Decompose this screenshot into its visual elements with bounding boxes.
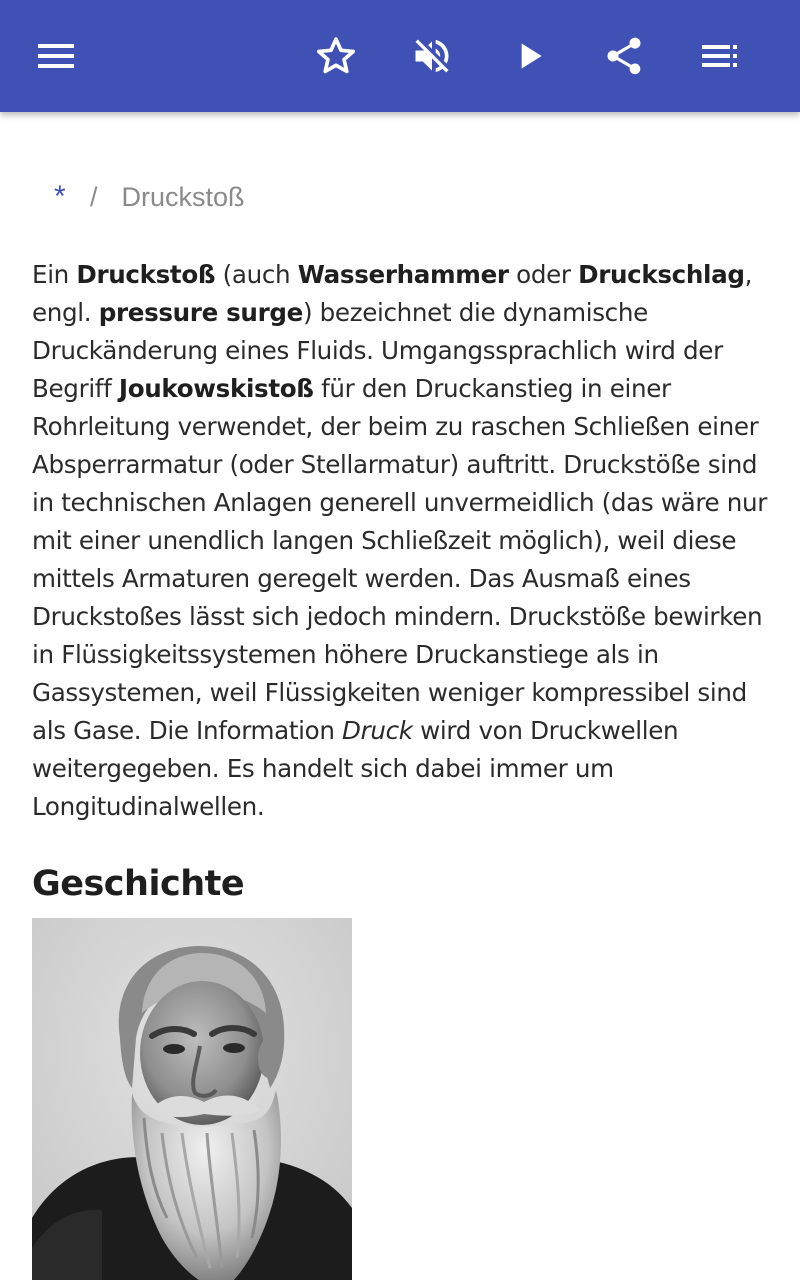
mute-button[interactable] bbox=[404, 28, 460, 84]
text-run: für den Druckanstieg in einer Rohrleitung verwendet, der beim zu raschen Schließen einer Absperrarmatur (oder Stellarmatur) auftritt. Druckstöße sind in technischen Anlagen generell unvermeidlich (das wäre nur mit einer unendlich langen Schließzeit möglich), weil diese mittels Armaturen geregelt werden. Das Ausmaß eines Druckstoßes lässt sich jedoch mindern. Druckstöße bewirken in Flüssigkeitssystemen höhere Druckanstiege als in Gassystemen, weil Flüssigkeiten weniger kompressibel sind als Gase. Die Information bbox=[32, 374, 768, 745]
bold-term: Wasserhammer bbox=[297, 260, 509, 289]
share-icon bbox=[602, 34, 646, 78]
top-app-bar bbox=[0, 0, 800, 112]
bold-term: Joukowskistoß bbox=[118, 374, 314, 403]
bold-term: pressure surge bbox=[98, 298, 303, 327]
breadcrumb-current: Druckstoß bbox=[121, 182, 245, 212]
playlist-button[interactable] bbox=[692, 28, 748, 84]
play-button[interactable] bbox=[502, 28, 558, 84]
text-run: oder bbox=[508, 260, 579, 289]
breadcrumb-separator: / bbox=[90, 182, 98, 212]
volume-off-icon bbox=[410, 34, 454, 78]
playlist-icon bbox=[700, 36, 740, 76]
article-content bbox=[0, 112, 800, 1280]
text-run: Ein bbox=[32, 260, 77, 289]
favorite-button[interactable] bbox=[308, 28, 364, 84]
menu-button[interactable] bbox=[28, 28, 84, 84]
text-run: (auch bbox=[215, 260, 298, 289]
portrait-image[interactable] bbox=[32, 918, 352, 1280]
bold-term: Druckstoß bbox=[76, 260, 216, 289]
breadcrumb-home-link[interactable]: * bbox=[54, 180, 66, 213]
section-heading: Geschichte bbox=[32, 864, 245, 904]
text-run: wird von Druckwellen weitergegeben. Es handelt sich dabei immer um Longitudinalwellen. bbox=[32, 716, 679, 821]
play-icon bbox=[510, 36, 550, 76]
star-icon bbox=[314, 34, 358, 78]
breadcrumb bbox=[54, 180, 245, 214]
menu-icon bbox=[36, 36, 76, 76]
article-intro-paragraph bbox=[32, 256, 776, 826]
bold-term: Druckschlag bbox=[578, 260, 745, 289]
share-button[interactable] bbox=[596, 28, 652, 84]
bearded-man-portrait bbox=[32, 918, 352, 1280]
italic-term: Druck bbox=[342, 716, 413, 745]
text-run: , engl. bbox=[32, 260, 753, 327]
text-run: ) bezeichnet die dynamische Druckänderung eines Fluids. Umgangssprachlich wird der Begriff bbox=[32, 298, 723, 403]
